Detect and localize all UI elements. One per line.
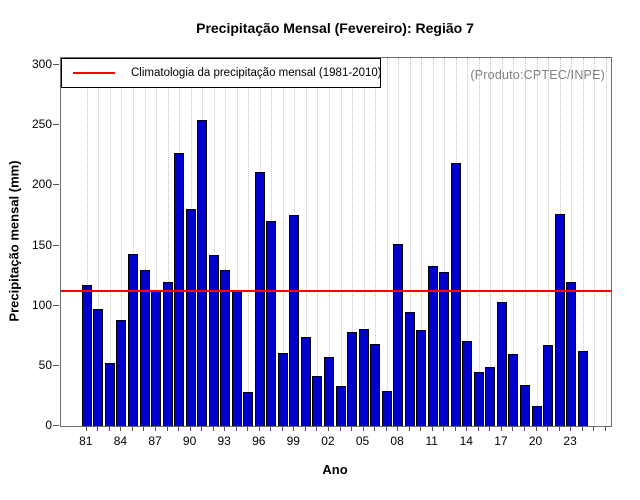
climatology-line — [61, 290, 611, 292]
y-axis-label: Precipitação mensal (mm) — [6, 160, 22, 322]
x-tick — [167, 426, 168, 431]
x-tick-label: 05 — [355, 434, 370, 448]
x-tick — [409, 426, 410, 431]
plot-area — [60, 57, 612, 427]
y-tick-label: 150 — [31, 237, 52, 252]
x-tick — [109, 426, 110, 431]
x-tick — [605, 426, 606, 431]
x-tick — [340, 426, 341, 431]
gridline-year — [537, 58, 538, 426]
x-tick-label: 11 — [425, 434, 438, 448]
bar-1990 — [186, 209, 196, 426]
bar-2017 — [497, 302, 507, 426]
x-tick-label: 23 — [563, 434, 577, 448]
x-tick — [282, 426, 283, 431]
bar-2018 — [508, 354, 518, 426]
climatology-line-swatch — [73, 72, 115, 74]
bar-1998 — [278, 353, 288, 426]
bar-2009 — [405, 312, 415, 426]
y-tick — [53, 124, 59, 125]
chart-title: Precipitação Mensal (Fevereiro): Região 7 — [196, 20, 474, 36]
bar-1996 — [255, 172, 265, 426]
legend — [61, 58, 381, 88]
bar-2005 — [359, 329, 369, 427]
bar-2023 — [566, 282, 576, 426]
x-tick-label: 17 — [494, 434, 508, 448]
bar-2012 — [439, 272, 449, 426]
x-tick — [374, 426, 375, 431]
x-tick — [489, 426, 490, 431]
bar-1983 — [105, 363, 115, 426]
legend-label: Climatologia da precipitação mensal (1981-2010) — [131, 67, 382, 79]
bar-1993 — [220, 270, 230, 426]
bar-2003 — [336, 386, 346, 426]
x-tick — [478, 426, 479, 431]
x-tick — [432, 426, 433, 431]
x-tick — [328, 426, 329, 431]
x-tick — [293, 426, 294, 431]
bar-2008 — [393, 244, 403, 426]
x-tick — [582, 426, 583, 431]
x-tick — [155, 426, 156, 431]
x-tick — [351, 426, 352, 431]
x-tick — [363, 426, 364, 431]
x-tick — [443, 426, 444, 431]
bar-2016 — [485, 367, 495, 426]
gridline-year — [341, 58, 342, 426]
y-tick-label: 0 — [45, 418, 52, 432]
x-tick — [213, 426, 214, 431]
x-tick-label: 02 — [321, 434, 335, 448]
bar-2002 — [324, 357, 334, 426]
x-tick — [86, 426, 87, 431]
x-tick — [386, 426, 387, 431]
bar-2010 — [416, 330, 426, 426]
bar-2007 — [382, 391, 392, 426]
bar-2001 — [312, 376, 322, 427]
x-tick — [466, 426, 467, 431]
x-tick — [259, 426, 260, 431]
x-tick — [236, 426, 237, 431]
x-tick — [143, 426, 144, 431]
x-tick — [524, 426, 525, 431]
bar-2022 — [555, 214, 565, 426]
bar-1985 — [128, 254, 138, 426]
y-tick-label: 200 — [31, 177, 52, 192]
x-tick-label: 20 — [528, 434, 543, 448]
bar-1986 — [140, 270, 150, 426]
product-watermark: (Produto:CPTEC/INPE) — [470, 68, 605, 82]
bar-2004 — [347, 332, 357, 426]
x-tick-label: 96 — [252, 434, 266, 448]
x-tick-label: 08 — [390, 434, 404, 448]
x-tick-label: 81 — [79, 434, 93, 448]
x-tick — [201, 426, 202, 431]
x-tick — [570, 426, 571, 431]
x-tick — [305, 426, 306, 431]
bar-1982 — [93, 309, 103, 426]
bar-1995 — [243, 392, 253, 426]
x-tick — [224, 426, 225, 431]
gridline-year — [479, 58, 480, 426]
x-tick — [455, 426, 456, 431]
x-tick — [247, 426, 248, 431]
x-tick-label: 99 — [286, 434, 300, 448]
y-tick — [53, 425, 59, 426]
bar-1994 — [232, 290, 242, 426]
bar-2006 — [370, 344, 380, 426]
bar-1981 — [82, 285, 92, 426]
gridline-year — [606, 58, 607, 426]
x-tick — [593, 426, 594, 431]
x-tick — [270, 426, 271, 431]
gridline-year — [387, 58, 388, 426]
x-tick-label: 93 — [217, 434, 231, 448]
x-tick — [512, 426, 513, 431]
x-tick — [178, 426, 179, 431]
y-tick-label: 100 — [31, 297, 52, 312]
gridline-year — [525, 58, 526, 426]
x-tick — [97, 426, 98, 431]
x-tick — [120, 426, 121, 431]
bar-1984 — [116, 320, 126, 426]
x-tick-label: 90 — [182, 434, 197, 448]
bar-2015 — [474, 372, 484, 426]
bar-1992 — [209, 255, 219, 426]
bar-1999 — [289, 215, 299, 426]
y-tick — [53, 184, 59, 185]
gridline-year — [248, 58, 249, 426]
y-tick — [53, 245, 59, 246]
x-tick — [420, 426, 421, 431]
gridline-year — [317, 58, 318, 426]
bar-2021 — [543, 345, 553, 426]
bar-2019 — [520, 385, 530, 426]
bar-2000 — [301, 337, 311, 426]
x-tick — [316, 426, 317, 431]
bar-1997 — [266, 221, 276, 426]
y-tick-label: 50 — [38, 357, 52, 372]
x-tick-label: 14 — [459, 434, 473, 448]
bar-2020 — [532, 406, 542, 427]
gridline-year — [594, 58, 595, 426]
bar-2014 — [462, 341, 472, 426]
x-tick-label: 87 — [148, 434, 162, 448]
bar-1991 — [197, 120, 207, 426]
y-tick — [53, 365, 59, 366]
x-tick — [132, 426, 133, 431]
x-tick — [397, 426, 398, 431]
y-tick-label: 250 — [31, 117, 52, 132]
x-tick — [190, 426, 191, 431]
bar-2013 — [451, 163, 461, 427]
x-tick-label: 84 — [113, 434, 128, 448]
bar-2024 — [578, 351, 588, 426]
y-tick — [53, 305, 59, 306]
y-tick — [53, 64, 59, 65]
x-axis-label: Ano — [322, 462, 348, 477]
x-tick — [536, 426, 537, 431]
y-tick-label: 300 — [31, 57, 52, 71]
x-tick — [559, 426, 560, 431]
x-tick — [501, 426, 502, 431]
bar-1988 — [163, 282, 173, 426]
x-tick — [547, 426, 548, 431]
bar-1987 — [151, 290, 161, 426]
